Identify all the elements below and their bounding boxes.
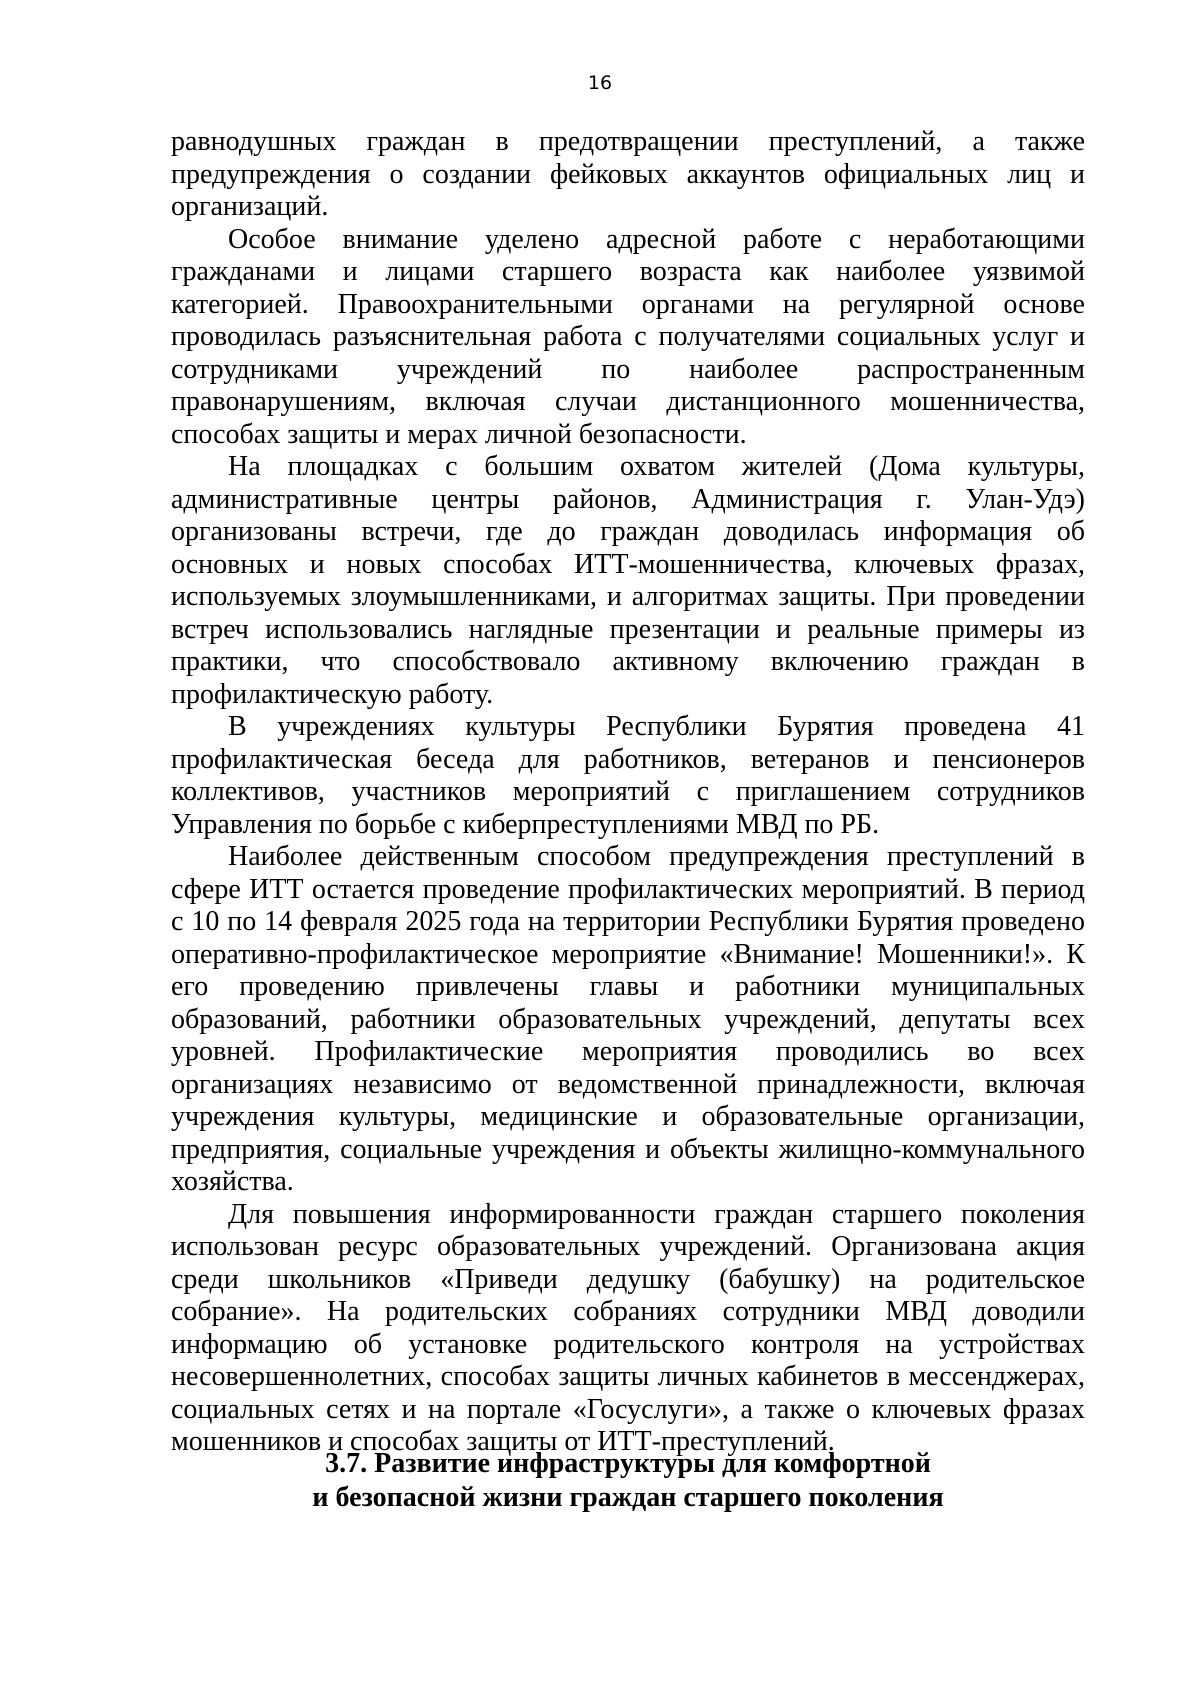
paragraph-public-meetings: На площадках с большим охватом жителей (Дома культуры, административные центры районов, Администрация г. Улан-Удэ) организованы встречи, где до граждан доводилась информация об основных и новых способах ИТТ-мошенничества, ключевых фразах, используемых злоумышленниками, и алгоритмах защиты. При проведении встреч использовались наглядные презентации и реальные примеры из практики, что способствовало активному включению граждан в профилактическую работу. [171, 451, 1085, 710]
body-text [171, 126, 1085, 1459]
section-heading-line-2: и безопасной жизни граждан старшего поколения [312, 1482, 944, 1513]
paragraph-prevention-operation: Наиболее действенным способом предупреждения преступлений в сфере ИТТ остается проведение профилактических мероприятий. В период с 10 по 14 февраля 2025 года на территории Республики Бурятия проведено оперативно-профилактическое мероприятие «Внимание! Мошенники!». К его проведению привлечены главы и работники муниципальных образований, работники образовательных учреждений, депутаты всех уровней. Профилактические мероприятия проводились во всех организациях независимо от ведомственной принадлежности, включая учреждения культуры, медицинские и образовательные организации, предприятия, социальные учреждения и объекты жилищно-коммунального хозяйства. [171, 841, 1085, 1197]
section-heading-line-1: 3.7. Развитие инфраструктуры для комфортной [325, 1448, 931, 1479]
paragraph-continuation: равнодушных граждан в предотвращении преступлений, а также предупреждения о создании фейковых аккаунтов официальных лиц и организаций. [171, 126, 1085, 222]
section-heading [171, 1447, 1085, 1515]
page-number: 16 [587, 72, 613, 94]
paragraph-elderly-outreach: Особое внимание уделено адресной работе с неработающими гражданами и лицами старшего возраста как наиболее уязвимой категорией. Правоохранительными органами на регулярной основе проводилась разъяснительная работа с получателями социальных услуг и сотрудниками учреждений по наиболее распространенным правонарушениям, включая случаи дистанционного мошенничества, способах защиты и мерах личной безопасности. [171, 223, 1085, 450]
paragraph-culture-institutions: В учреждениях культуры Республики Бурятия проведена 41 профилактическая беседа для работников, ветеранов и пенсионеров коллективов, участников мероприятий с приглашением сотрудников Управления по борьбе с киберпреступлениями МВД по РБ. [171, 711, 1085, 840]
paragraph-school-campaign: Для повышения информированности граждан старшего поколения использован ресурс образовательных учреждений. Организована акция среди школьников «Приведи дедушку (бабушку) на родительское собрание». На родительских собраниях сотрудники МВД доводили информацию об установке родительского контроля на устройствах несовершеннолетних, способах защиты личных кабинетов в мессенджерах, социальных сетях и на портале «Госуслуги», а также о ключевых фразах мошенников и способах защиты от ИТТ-преступлений. [171, 1198, 1085, 1457]
